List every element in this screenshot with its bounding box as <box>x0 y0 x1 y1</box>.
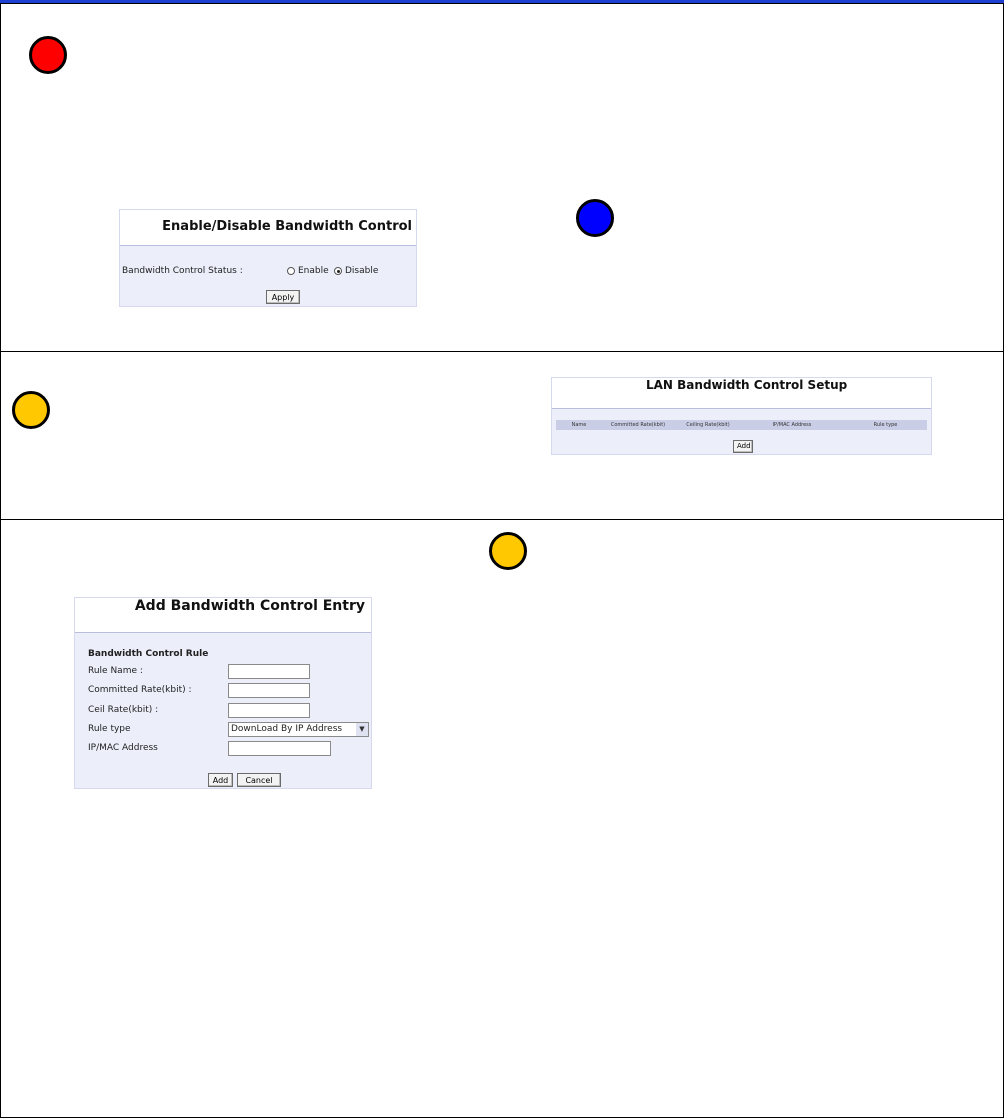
page-title: Enable/Disable Bandwidth Control <box>162 219 412 234</box>
lan-bandwidth-setup-panel <box>551 377 932 455</box>
add-bandwidth-entry-panel <box>74 597 372 789</box>
ceil-rate-input[interactable] <box>228 703 310 718</box>
column-header-ip-mac: IP/MAC Address <box>772 422 812 428</box>
committed-rate-label: Committed Rate(kbit) : <box>88 685 192 695</box>
rule-type-label: Rule type <box>88 724 131 734</box>
panel-header <box>120 210 416 245</box>
apply-button[interactable]: Apply <box>266 290 300 304</box>
column-header-name: Name <box>571 422 587 428</box>
header-divider <box>120 245 416 246</box>
panel-header <box>552 378 931 408</box>
disable-radio[interactable] <box>334 267 342 275</box>
rule-name-input[interactable] <box>228 664 310 679</box>
rule-name-label: Rule Name : <box>88 666 143 676</box>
yellow-marker-icon <box>489 532 527 570</box>
page-title: Add Bandwidth Control Entry <box>134 598 365 614</box>
bandwidth-control-panel <box>119 209 417 307</box>
header-divider <box>75 632 371 633</box>
section-divider-2 <box>0 519 1004 520</box>
section-heading: Bandwidth Control Rule <box>88 649 209 659</box>
header-divider <box>552 408 931 409</box>
cancel-button[interactable]: Cancel <box>237 773 281 787</box>
bandwidth-status-label: Bandwidth Control Status : <box>122 266 243 276</box>
column-header-ceiling-rate: Ceiling Rate(kbit) <box>686 422 730 428</box>
ip-mac-label: IP/MAC Address <box>88 743 158 753</box>
column-header-committed-rate: Committed Rate(kbit) <box>610 422 666 428</box>
column-header-rule-type: Rule type <box>873 422 898 428</box>
section-divider-1 <box>0 351 1004 352</box>
yellow-marker-icon <box>12 391 50 429</box>
rule-type-value: DownLoad By IP Address <box>231 724 343 734</box>
rule-type-select[interactable] <box>228 722 369 737</box>
chevron-down-icon[interactable]: ▼ <box>356 723 368 736</box>
add-rule-button[interactable]: Add <box>733 440 753 453</box>
add-button[interactable]: Add <box>208 773 233 787</box>
ip-mac-input[interactable] <box>228 741 331 756</box>
red-marker-icon <box>29 36 67 74</box>
page-title: LAN Bandwidth Control Setup <box>646 378 848 392</box>
enable-label: Enable <box>298 266 329 276</box>
rules-table-header <box>556 420 927 430</box>
disable-label: Disable <box>345 266 379 276</box>
enable-radio[interactable] <box>287 267 295 275</box>
blue-marker-icon <box>576 199 614 237</box>
committed-rate-input[interactable] <box>228 683 310 698</box>
panel-header <box>75 598 371 632</box>
ceil-rate-label: Ceil Rate(kbit) : <box>88 705 159 715</box>
